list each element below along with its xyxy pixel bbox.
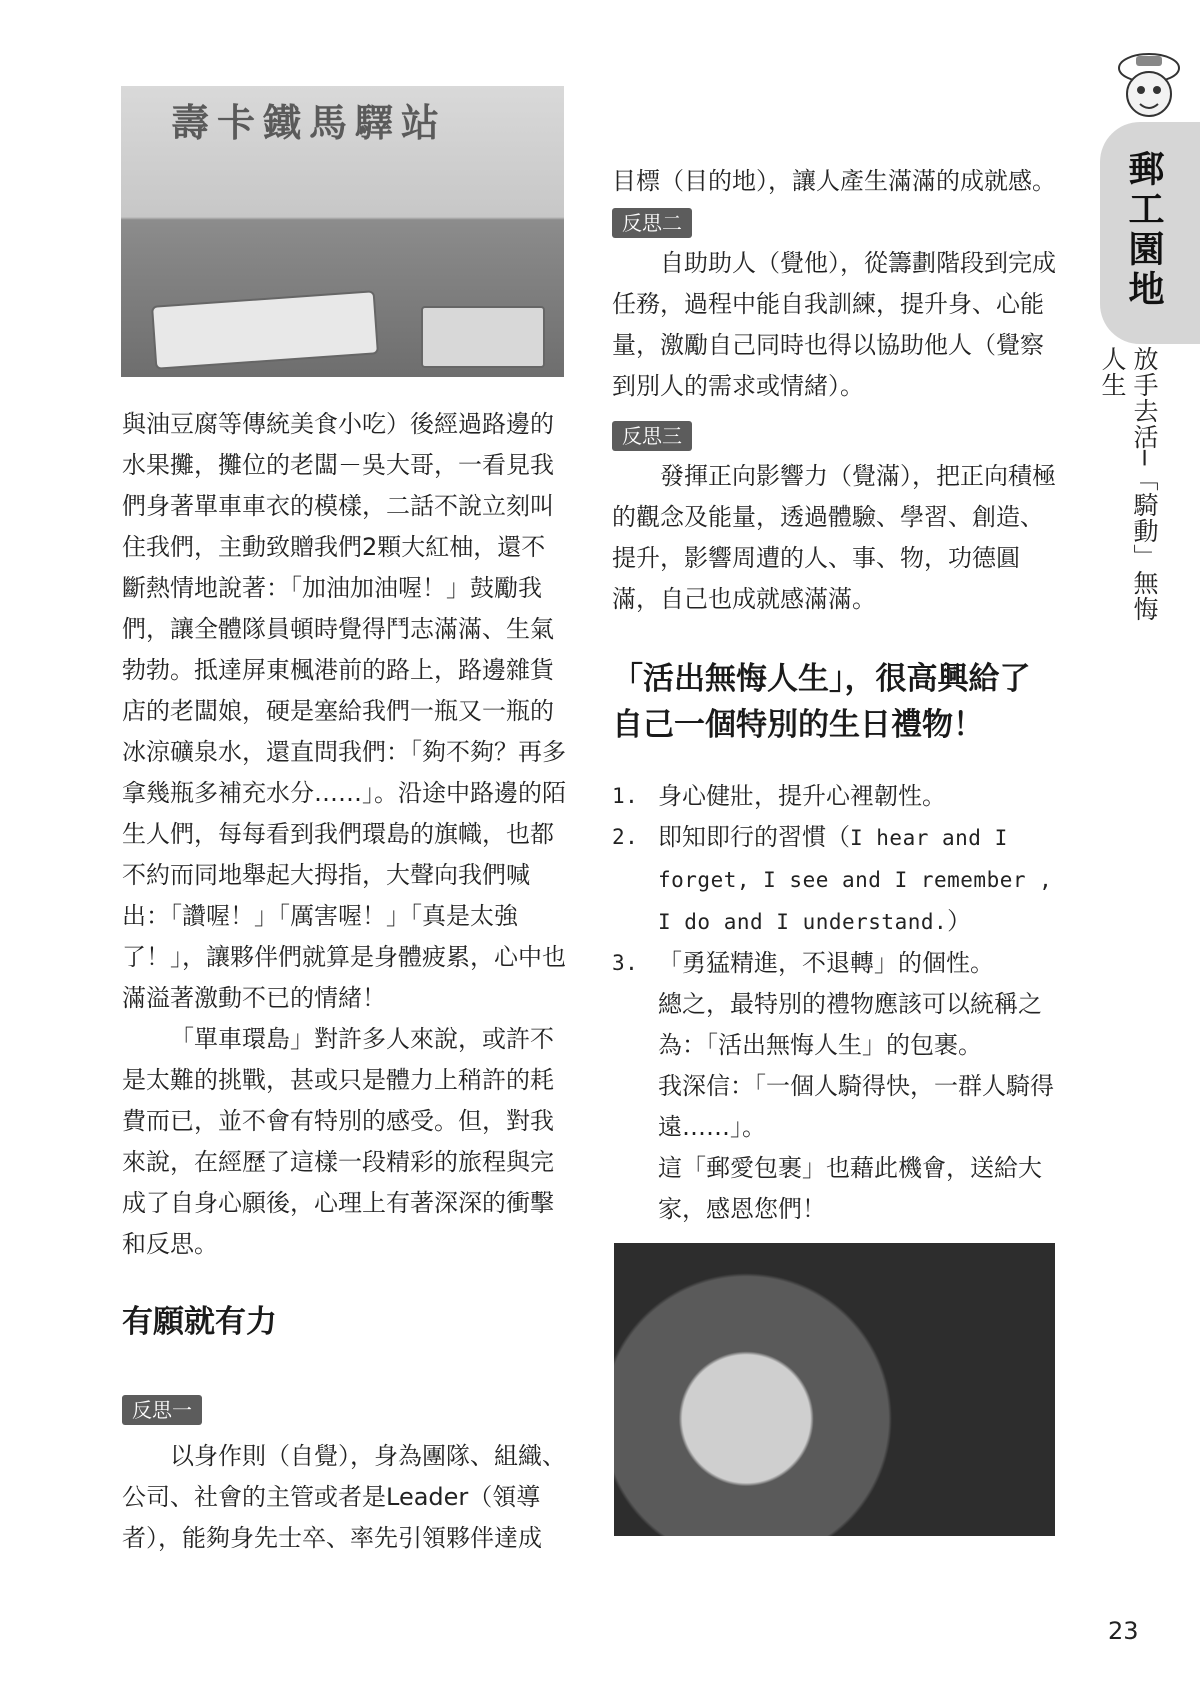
section-heading: 「活出無悔人生」，很高興給了 自己一個特別的生日禮物！	[612, 661, 1031, 743]
list-item: 3. 「勇猛精進，不退轉」的個性。	[612, 949, 994, 977]
cyclists-selfie-photo	[614, 1243, 1055, 1536]
left-column	[122, 404, 566, 1559]
reflection-tag: 反思一	[122, 1395, 202, 1425]
postman-mascot-icon	[1106, 44, 1192, 130]
list-item: 2. 即知即行的習慣（I hear and I forget, I see and I remember , I do and I understand.）	[612, 823, 1053, 935]
article-title: 放手去活─「騎動」無悔人生	[1098, 346, 1159, 623]
list-item: 1. 身心健壯，提升心裡韌性。	[612, 782, 946, 810]
page-number: 23	[1108, 1617, 1139, 1645]
station-sign: 壽卡鐵馬驛站	[171, 100, 448, 145]
section-title: 郵工園地	[1123, 150, 1164, 310]
reflection-tag: 反思二	[612, 208, 692, 238]
body-paragraph: 目標（目的地），讓人產生滿滿的成就感。	[612, 167, 1056, 195]
body-paragraph: 與油豆腐等傳統美食小吃）後經過路邊的水果攤，攤位的老闆－吳大哥，一看見我們身著單車車衣的模樣，二話不說立刻叫住我們，主動致贈我們2顆大紅柚，還不斷熱情地說著：「加油加油喔！」鼓勵我們，讓全體隊員頓時覺得鬥志滿滿、生氣勃勃。抵達屏東楓港前的路上，路邊雜貨店的老闆娘，硬是塞給我們一瓶又一瓶的冰涼礦泉水，還直問我們：「夠不夠？再多拿幾瓶多補充水分……」。沿途中路邊的陌生人們，每每看到我們環島的旗幟，也都不約而同地舉起大拇指，大聲向我們喊出：「讚喔！」「厲害喔！」「真是太強了！」，讓夥伴們就算是身體疲累，心中也滿溢著激動不已的情緒！	[122, 410, 566, 1012]
team-flag	[421, 306, 545, 368]
body-paragraph: 發揮正向影響力（覺滿），把正向積極的觀念及能量，透過體驗、學習、創造、提升，影響周遭的人、事、物，功德圓滿，自己也成就感滿滿。	[612, 462, 1056, 613]
closing-paragraph: 總之，最特別的禮物應該可以統稱之為：「活出無悔人生」的包裹。	[658, 990, 1042, 1059]
body-paragraph: 「單車環島」對許多人來說，或許不是太難的挑戰，甚或只是體力上稍許的耗費而已，並不會有特別的感受。但，對我來說，在經歷了這樣一段精彩的旅程與完成了自身心願後，心理上有著深深的衝擊和反思。	[122, 1025, 554, 1258]
body-paragraph: 自助助人（覺他），從籌劃階段到完成任務，過程中能自我訓練，提升身、心能量，激勵自己同時也得以協助他人（覺察到別人的需求或情緒）。	[612, 249, 1056, 400]
closing-paragraph: 我深信：「一個人騎得快，一群人騎得遠……」。	[658, 1072, 1054, 1141]
section-heading: 有願就有力	[122, 1304, 277, 1340]
reflection-tag: 反思三	[612, 421, 692, 451]
cyclists-group-photo	[121, 86, 564, 377]
right-column	[612, 161, 1058, 1230]
closing-paragraph: 這「郵愛包裹」也藉此機會，送給大家，感恩您們！	[658, 1154, 1042, 1223]
body-paragraph: 以身作則（自覺），身為團隊、組織、公司、社會的主管或者是Leader（領導者），能夠身先士卒、率先引領夥伴達成	[122, 1442, 566, 1552]
team-banner	[151, 290, 379, 369]
